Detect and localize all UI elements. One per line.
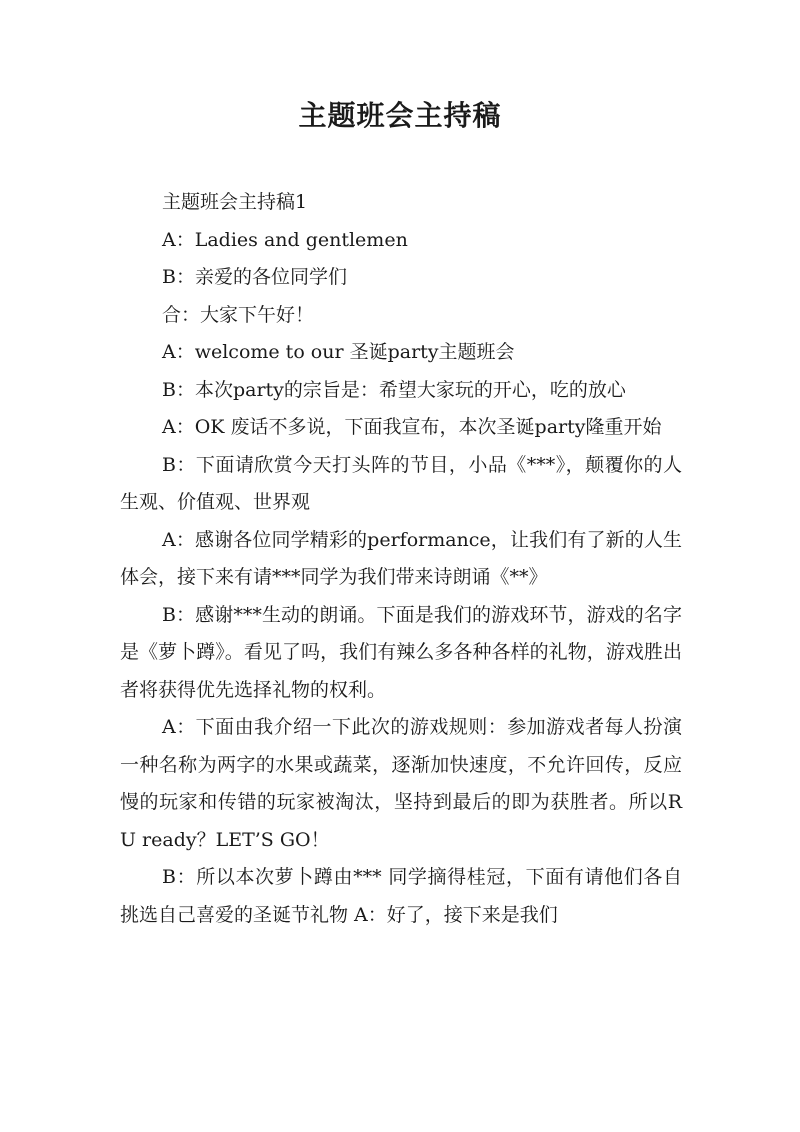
paragraph-heading: 主题班会主持稿1 xyxy=(162,191,308,213)
paragraph: A：OK 废话不多说，下面我宣布，本次圣诞party隆重开始 xyxy=(162,416,662,438)
paragraph: A：下面由我介绍一下此次的游戏规则：参加游戏者每人扮演一种名称为两字的水果或蔬菜，逐渐加快速度，不允许回传，反应慢的玩家和传错的玩家被淘汰，坚持到最后的即为获胜者。所以R U ready？LET’S GO！ xyxy=(120,716,682,851)
paragraph: B：本次party的宗旨是：希望大家玩的开心，吃的放心 xyxy=(162,378,626,401)
paragraph: 合：大家下午好！ xyxy=(162,303,315,326)
paragraph: B：亲爱的各位同学们 xyxy=(162,266,347,288)
paragraph: B：感谢***生动的朗诵。下面是我们的游戏环节，游戏的名字是《萝卜蹲》。看见了吗，我们有辣么多各种各样的礼物，游戏胜出者将获得优先选择礼物的权利。 xyxy=(120,603,682,701)
paragraph: A：感谢各位同学精彩的performance，让我们有了新的人生体会，接下来有请***同学为我们带来诗朗诵《**》 xyxy=(120,528,682,588)
paragraph: A：Ladies and gentlemen xyxy=(162,228,408,251)
paragraph: A：welcome to our 圣诞party主题班会 xyxy=(162,341,515,363)
paragraph: B：下面请欣赏今天打头阵的节目，小品《***》，颠覆你的人生观、价值观、世界观 xyxy=(120,453,682,513)
document-body xyxy=(120,184,682,934)
document-title: 主题班会主持稿 xyxy=(298,99,502,132)
paragraph: B：所以本次萝卜蹲由*** 同学摘得桂冠，下面有请他们各自挑选自己喜爱的圣诞节礼物 A：好了，接下来是我们 xyxy=(120,866,682,926)
